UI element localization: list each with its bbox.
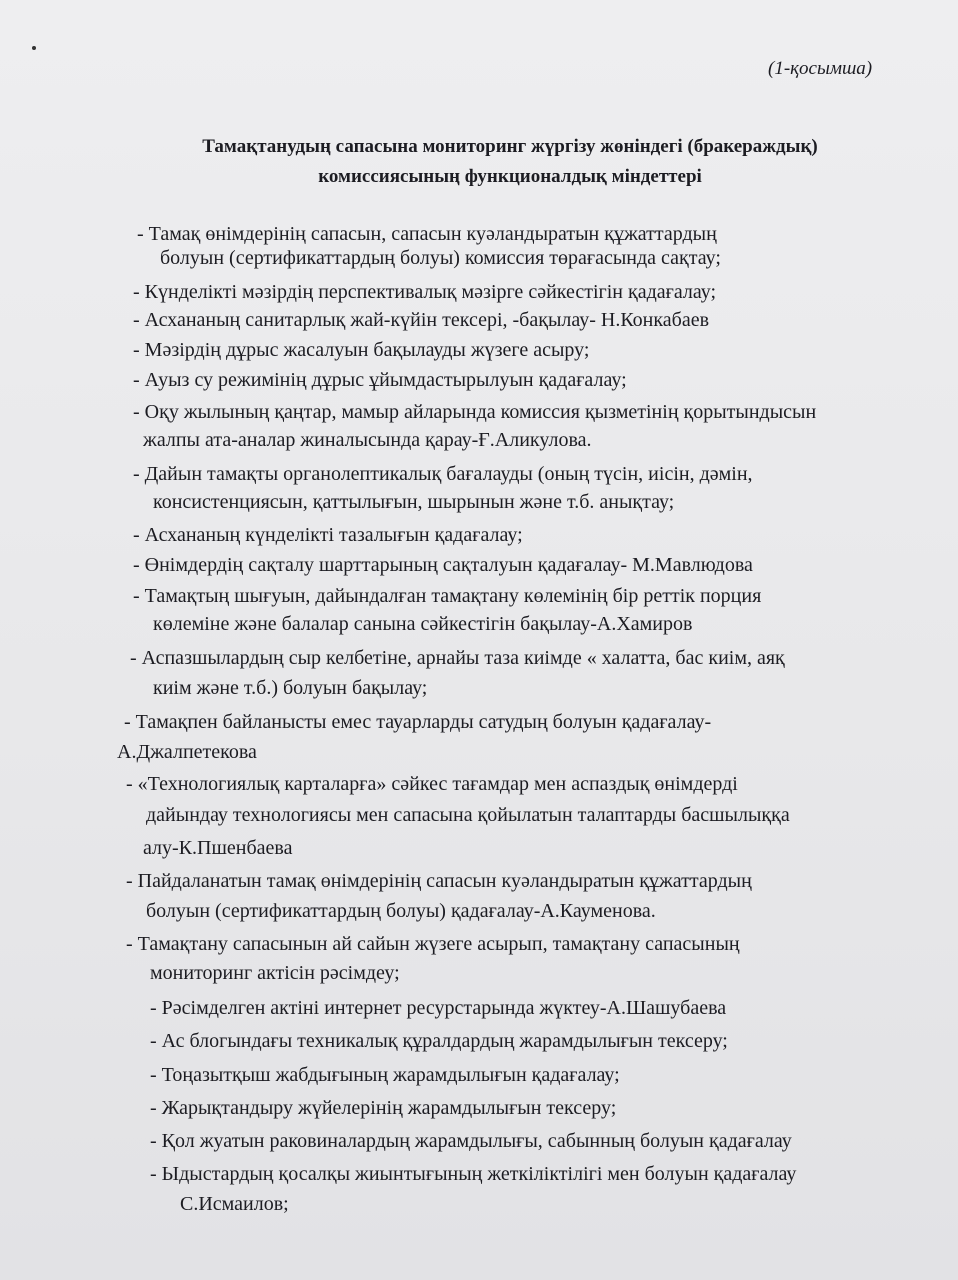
text-line: - Күнделікті мәзірдің перспективалық мәзірге сәйкестігін қадағалау; (133, 281, 717, 303)
text-line: консистенциясын, қаттылығын, шырынын және т.б. анықтау; (153, 491, 675, 513)
text-line: - Пайдаланатын тамақ өнімдерінің сапасын куәландыратын құжаттардың (126, 870, 752, 892)
text-line: - Оқу жылының қаңтар, мамыр айларында комиссия қызметінің қорытындысын (133, 401, 817, 423)
text-line: - «Технологиялық карталарға» сәйкес тағамдар мен аспаздық өнімдерді (126, 773, 738, 795)
text-line: - Тамақ өнімдерінің сапасын, сапасын куәландыратын құжаттардың (137, 223, 717, 245)
text-line: - Тамақтану сапасынын ай сайын жүзеге асырып, тамақтану сапасының (126, 933, 740, 955)
annex-label: (1-қосымша) (768, 58, 873, 79)
document-title-line-2: комиссиясының функционалдық міндеттері (318, 166, 702, 187)
document-title-line-1: Тамақтанудың сапасына мониторинг жүргізу жөніндегі (бракераждық) (202, 136, 818, 157)
text-line: - Ас блогындағы техникалық құралдардың жарамдылығын тексеру; (150, 1030, 728, 1052)
speck-mark (32, 46, 36, 50)
text-line: - Аспазшылардың сыр келбетіне, арнайы таза киімде « халатта, бас киім, аяқ (130, 647, 785, 669)
text-line: - Мәзірдің дұрыс жасалуын бақылауды жүзеге асыру; (133, 339, 590, 361)
text-line: дайындау технологиясы мен сапасына қойылатын талаптарды басшылыққа (146, 804, 790, 826)
text-line: - Жарықтандыру жүйелерінің жарамдылығын тексеру; (150, 1097, 617, 1119)
text-line: - Тамақпен байланысты емес тауарларды сатудың болуын қадағалау- (124, 711, 712, 733)
text-line: - Өнімдердің сақталу шарттарының сақталуын қадағалау- М.Мавлюдова (133, 554, 753, 576)
text-line: - Тоңазытқыш жабдығының жарамдылығын қадағалау; (150, 1064, 620, 1086)
text-line: жалпы ата-аналар жиналысында қарау-Ғ.Аликулова. (143, 429, 592, 451)
text-line: - Асхананың күнделікті тазалығын қадағалау; (133, 524, 523, 546)
text-line: - Тамақтың шығуын, дайындалған тамақтану көлемінің бір реттік порция (133, 585, 762, 607)
text-line: А.Джалпетекова (117, 741, 257, 763)
text-line: С.Исмаилов; (180, 1193, 289, 1215)
text-line: болуын (сертификаттардың болуы) қадағалау-А.Кауменова. (146, 900, 656, 922)
text-line: алу-К.Пшенбаева (143, 837, 293, 859)
text-line: - Рәсімделген актіні интернет ресурстарында жүктеу-А.Шашубаева (150, 997, 727, 1019)
text-line: мониторинг актісін рәсімдеу; (150, 962, 400, 984)
text-line: - Дайын тамақты органолептикалық бағалауды (оның түсін, иісін, дәмін, (133, 463, 753, 485)
text-line: - Асхананың санитарлық жай-күйін тексері, -бақылау- Н.Конкабаев (133, 309, 710, 331)
text-line: болуын (сертификаттардың болуы) комиссия төрағасында сақтау; (160, 247, 721, 269)
text-line: - Ыдыстардың қосалқы жиынтығының жеткіліктілігі мен болуын қадағалау (150, 1163, 797, 1185)
text-line: киім және т.б.) болуын бақылау; (153, 677, 428, 699)
text-line: - Ауыз су режимінің дұрыс ұйымдастырылуын қадағалау; (133, 369, 627, 391)
text-line: - Қол жуатын раковиналардың жарамдылығы, сабынның болуын қадағалау (150, 1130, 792, 1152)
text-line: көлеміне және балалар санына сәйкестігін бақылау-А.Хамиров (153, 613, 693, 635)
